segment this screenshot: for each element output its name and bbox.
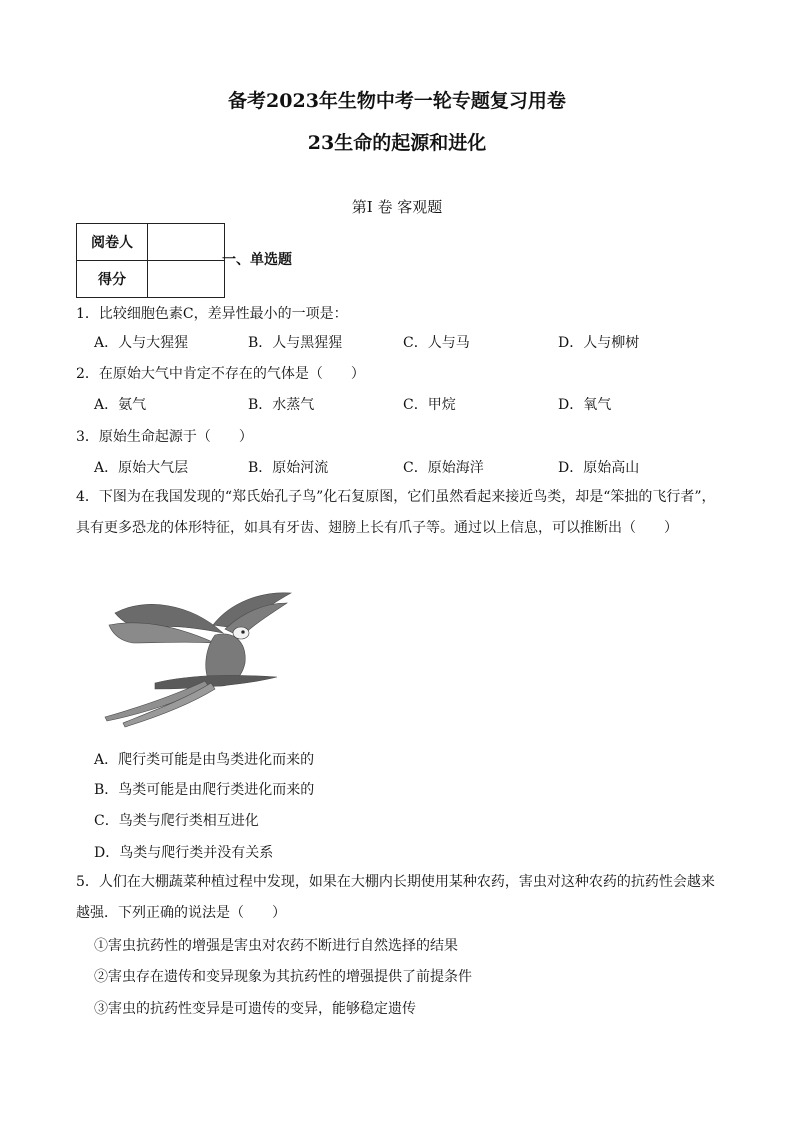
fossil-bird-image <box>95 585 295 730</box>
question-option: C．鸟类与爬行类相互进化 <box>94 813 259 829</box>
reviewer-blank[interactable] <box>148 224 225 261</box>
question-option: B．人与黑猩猩 <box>248 335 343 351</box>
question-option: B．鸟类可能是由爬行类进化而来的 <box>94 782 315 798</box>
question-stem: 5．人们在大棚蔬菜种植过程中发现，如果在大棚内长期使用某种农药，害虫对这种农药的抗药性会越来越强．下列正确的说法是（ ） <box>76 874 715 921</box>
reviewer-label: 阅卷人 <box>77 224 148 261</box>
question-option: B．水蒸气 <box>248 397 315 413</box>
question-stem: 3．原始生命起源于（ ） <box>76 429 253 445</box>
question-stem: 1．比较细胞色素C，差异性最小的一项是： <box>76 306 348 322</box>
question-option: D．氧气 <box>558 397 612 413</box>
score-label: 得分 <box>77 261 148 298</box>
document-subtitle: 23生命的起源和进化 <box>307 132 487 154</box>
statement-item: ①害虫抗药性的增强是害虫对农药不断进行自然选择的结果 <box>94 938 458 954</box>
document-title: 备考2023年生物中考一轮专题复习用卷 <box>228 90 566 112</box>
question-option: B．原始河流 <box>248 460 329 476</box>
question-option: A．原始大气层 <box>94 460 189 476</box>
question-stem: 4．下图为在我国发现的“郑氏始孔子鸟”化石复原图，它们虽然看起来接近鸟类，却是“笨拙的飞行者”，具有更多恐龙的体形特征，如具有牙齿、翅膀上长有爪子等。通过以上信息，可以推断出（ ） <box>76 489 716 536</box>
question-stem: 2．在原始大气中肯定不存在的气体是（ ） <box>76 366 365 382</box>
question-option: C．人与马 <box>403 335 470 351</box>
score-blank[interactable] <box>148 261 225 298</box>
statement-item: ②害虫存在遗传和变异现象为其抗药性的增强提供了前提条件 <box>94 969 472 985</box>
question-option: D．人与柳树 <box>558 335 640 351</box>
statement-item: ③害虫的抗药性变异是可遗传的变异，能够稳定遗传 <box>94 1001 416 1017</box>
question-option: A．人与大猩猩 <box>94 335 189 351</box>
question-option: D．原始高山 <box>558 460 640 476</box>
question-option: A．氨气 <box>94 397 147 413</box>
part-heading: 一、单选题 <box>222 252 292 268</box>
question-option: D．鸟类与爬行类并没有关系 <box>94 845 274 861</box>
question-option: C．甲烷 <box>403 397 456 413</box>
question-option: C．原始海洋 <box>403 460 484 476</box>
score-table <box>76 223 225 298</box>
section-heading: 第Ⅰ 卷 客观题 <box>351 198 443 216</box>
question-option: A．爬行类可能是由鸟类进化而来的 <box>94 752 315 768</box>
